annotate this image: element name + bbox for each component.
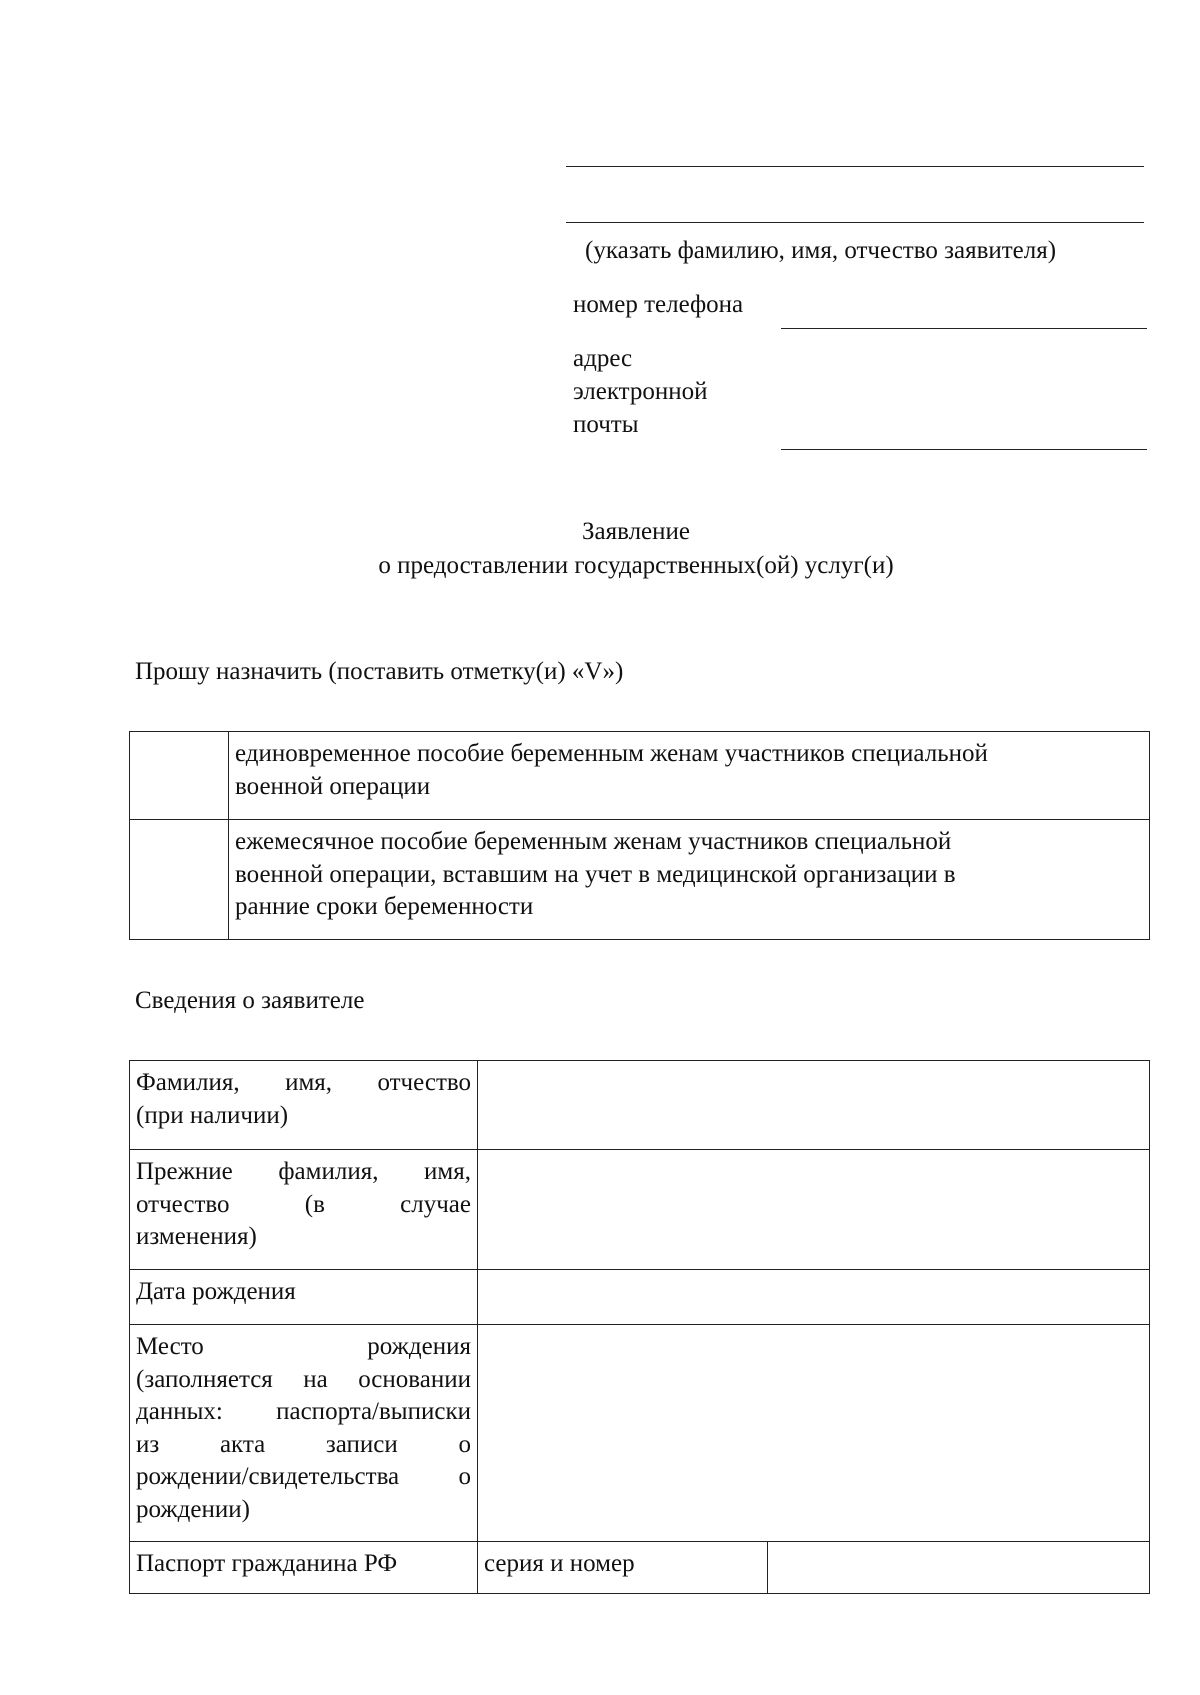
benefit-option-text (229, 820, 1150, 940)
label-line: серия и номер (484, 1550, 635, 1577)
benefit-option-text-line: военной операции, вставшим на учет в медицинской организации в (235, 860, 956, 888)
label-line: Паспорт гражданина РФ (136, 1550, 398, 1577)
passport-series-label (478, 1542, 768, 1594)
label-line: рождении) (136, 1495, 250, 1523)
full-name-field[interactable] (478, 1061, 1150, 1150)
birth-date-field[interactable] (478, 1270, 1150, 1325)
phone-input-line[interactable] (781, 328, 1147, 329)
label-line: отчество (в случае (136, 1190, 471, 1218)
passport-label (130, 1542, 478, 1594)
benefit-option-text-line: ранние сроки беременности (235, 893, 534, 920)
applicant-row-full-name (130, 1061, 1150, 1150)
applicant-name-line-2[interactable] (566, 222, 1144, 223)
label-line: изменения) (136, 1223, 257, 1250)
passport-series-number-field[interactable] (768, 1542, 1150, 1594)
benefit-options-table (129, 731, 1150, 940)
benefit-option-checkbox[interactable] (130, 820, 229, 940)
benefit-option-row (130, 732, 1150, 820)
applicant-row-previous-name (130, 1150, 1150, 1270)
applicant-row-label (130, 1150, 478, 1270)
applicant-row-passport (130, 1542, 1150, 1594)
birth-place-field[interactable] (478, 1325, 1150, 1542)
document-title: Заявление (581, 518, 691, 545)
applicant-section-title: Сведения о заявителе (135, 987, 365, 1014)
request-intro: Прошу назначить (поставить отметку(и) «V») (135, 658, 624, 685)
email-label-line-3: почты (573, 411, 639, 438)
benefit-option-text-line: единовременное пособие беременным женам участников специальной (235, 740, 988, 767)
label-line: Прежние фамилия, имя, (136, 1158, 471, 1185)
label-line: Дата рождения (136, 1278, 296, 1305)
benefit-option-text (229, 732, 1150, 820)
email-label-line-2: электронной (573, 378, 708, 405)
phone-label: номер телефона (573, 291, 744, 318)
applicant-row-birth-place (130, 1325, 1150, 1542)
applicant-row-birth-date (130, 1270, 1150, 1325)
applicant-row-label (130, 1270, 478, 1325)
label-line: Фамилия, имя, отчество (136, 1069, 471, 1096)
benefit-option-checkbox[interactable] (130, 732, 229, 820)
applicant-name-line-1[interactable] (566, 166, 1144, 167)
benefit-option-text-line: ежемесячное пособие беременным женам участников специальной (235, 828, 952, 855)
label-line: рождении/свидетельства о (136, 1463, 471, 1490)
label-line: данных: паспорта/выписки (136, 1398, 471, 1425)
previous-name-field[interactable] (478, 1150, 1150, 1270)
applicant-info-table (129, 1060, 1150, 1594)
benefit-option-text-line: военной операции (235, 772, 431, 800)
document-subtitle: о предоставлении государственных(ой) услуг(и) (378, 552, 894, 579)
applicant-row-label (130, 1061, 478, 1150)
benefit-option-row (130, 820, 1150, 940)
email-label-line-1: адрес (573, 345, 633, 372)
label-line: Место рождения (136, 1333, 471, 1360)
label-line: (при наличии) (136, 1101, 289, 1129)
applicant-row-label (130, 1325, 478, 1542)
label-line: из акта записи о (136, 1430, 471, 1458)
label-line: (заполняется на основании (136, 1365, 471, 1393)
email-input-line[interactable] (781, 449, 1147, 450)
applicant-name-hint: (указать фамилию, имя, отчество заявителя) (585, 237, 1057, 264)
